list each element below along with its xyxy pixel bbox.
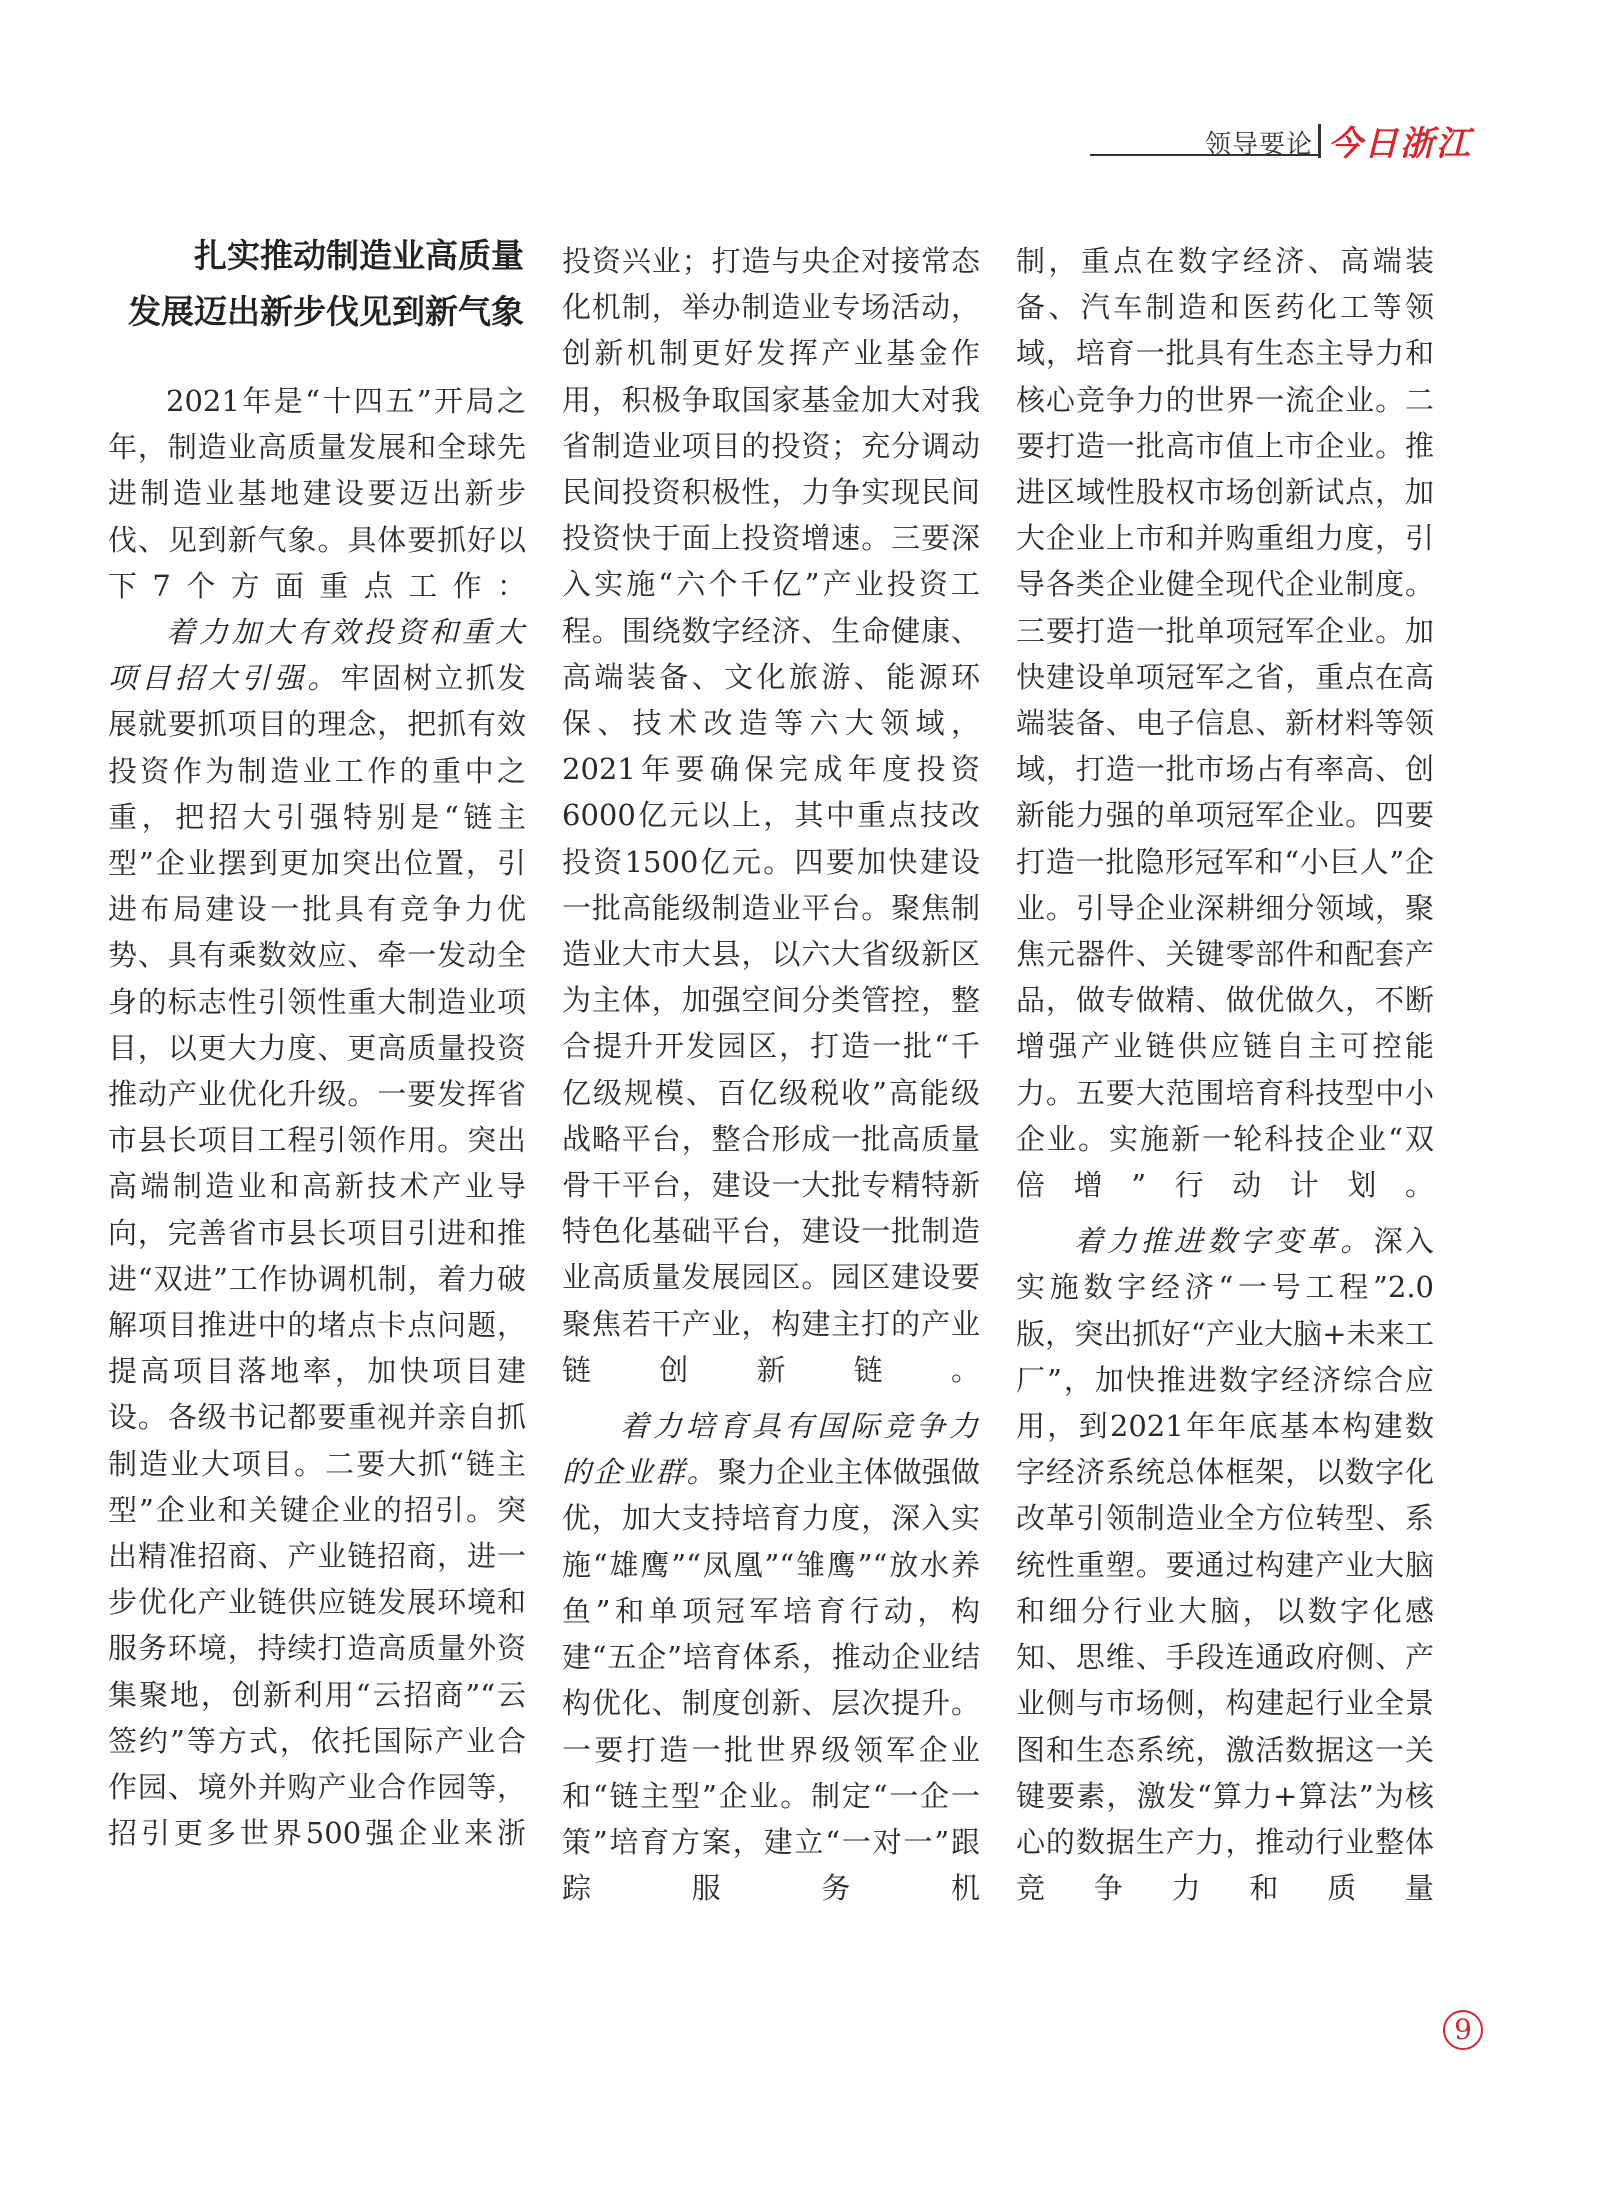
magazine-logo: 今日浙江 (1328, 124, 1472, 164)
paragraph-body: 深入实施数字经济“一号工程”2.0版，突出抓好“产业大脑+未来工厂”，加快推进数字经济综合应用，到2021年年底基本构建数字经济系统总体框架，以数字化改革引领制造业全方位转型、系统性重塑。要通过构建产业大脑和细分行业大脑，以数字化感知、思维、手段连通政府侧、产业侧与市场侧，构建起行业全景图和生态系统，激活数据这一关键要素，激发“算力+算法”为核心的数据生产力，推动行业整体竞争力和质量 (1016, 1224, 1434, 1906)
article-column-1 (108, 238, 526, 1857)
paragraph (108, 609, 526, 1856)
article-column-3 (1016, 238, 1434, 1911)
paragraph (1016, 1218, 1434, 1911)
article-title (108, 228, 526, 340)
title-line-1: 扎实推动制造业高质量 (194, 236, 524, 275)
paragraph (562, 1403, 980, 1911)
paragraph: 2021年是“十四五”开局之年，制造业高质量发展和全球先进制造业基地建设要迈出新步伐、见到新气象。具体要抓好以下7个方面重点工作： (108, 384, 526, 603)
section-lead: 着力培育具有国际竞争力的企业群。 (562, 1409, 980, 1490)
paragraph-body: 牢固树立抓发展就要抓项目的理念，把抓有效投资作为制造业工作的重中之重，把招大引强特别是“链主型”企业摆到更加突出位置，引进布局建设一批具有竞争力优势、具有乘数效应、牵一发动全身的标志性引领性重大制造业项目，以更大力度、更高质量投资推动产业优化升级。一要发挥省市县长项目工程引领作用。突出高端制造业和高新技术产业导向，完善省市县长项目引进和推进“双进”工作协调机制，着力破解项目推进中的堵点卡点问题，提高项目落地率，加快项目建设。各级书记都要重视并亲自抓制造业大项目。二要大抓“链主型”企业和关键企业的招引。突出精准招商、产业链招商，进一步优化产业链供应链发展环境和服务环境，持续打造高质量外资集聚地，创新利用“云招商”“云签约”等方式，依托国际产业合作园、境外并购产业合作园等，招引更多世界500强企业来浙 (108, 661, 526, 1851)
section-lead: 着力推进数字变革。 (1074, 1224, 1374, 1259)
paragraph: 制，重点在数字经济、高端装备、汽车制造和医药化工等领域，培育一批具有生态主导力和核心竞争力的世界一流企业。二要打造一批高市值上市企业。推进区域性股权市场创新试点，加大企业上市和并购重组力度，引导各类企业健全现代企业制度。三要打造一批单项冠军企业。加快建设单项冠军之省，重点在高端装备、电子信息、新材料等领域，打造一批市场占有率高、创新能力强的单项冠军企业。四要打造一批隐形冠军和“小巨人”企业。引导企业深耕细分领域，聚焦元器件、关键零部件和配套产品，做专做精、做优做久，不断增强产业链供应链自主可控能力。五要大范围培育科技型中小企业。实施新一轮科技企业“双倍增”行动计划。 (1016, 244, 1434, 1203)
section-lead: 着力加大有效投资和重大项目招大引强。 (108, 615, 526, 696)
paragraph-body: 聚力企业主体做强做优，加大支持培育力度，深入实施“雄鹰”“凤凰”“雏鹰”“放水养鱼”和单项冠军培育行动，构建“五企”培育体系，推动企业结构优化、制度创新、层次提升。一要打造一批世界级领军企业和“链主型”企业。制定“一企一策”培育方案，建立“一对一”跟踪服务机 (562, 1455, 980, 1906)
header-separator (1318, 124, 1321, 158)
section-label: 领导要论 (1205, 130, 1314, 160)
paragraph: 投资兴业；打造与央企对接常态化机制，举办制造业专场活动，创新机制更好发挥产业基金作用，积极争取国家基金加大对我省制造业项目的投资；充分调动民间投资积极性，力争实现民间投资快于面上投资增速。三要深入实施“六个千亿”产业投资工程。围绕数字经济、生命健康、高端装备、文化旅游、能源环保、技术改造等六大领域，2021年要确保完成年度投资6000亿元以上，其中重点技改投资1500亿元。四要加快建设一批高能级制造业平台。聚焦制造业大市大县，以六大省级新区为主体，加强空间分类管控，整合提升开发园区，打造一批“千亿级规模、百亿级税收”高能级战略平台，整合形成一批高质量骨干平台，建设一大批专精特新特色化基础平台，建设一批制造业高质量发展园区。园区建设要聚焦若干产业，构建主打的产业链创新链。 (562, 244, 980, 1387)
title-line-2: 发展迈出新步伐见到新气象 (128, 292, 524, 331)
page-number: 9 (1443, 2010, 1483, 2050)
article-column-2 (562, 238, 980, 1911)
